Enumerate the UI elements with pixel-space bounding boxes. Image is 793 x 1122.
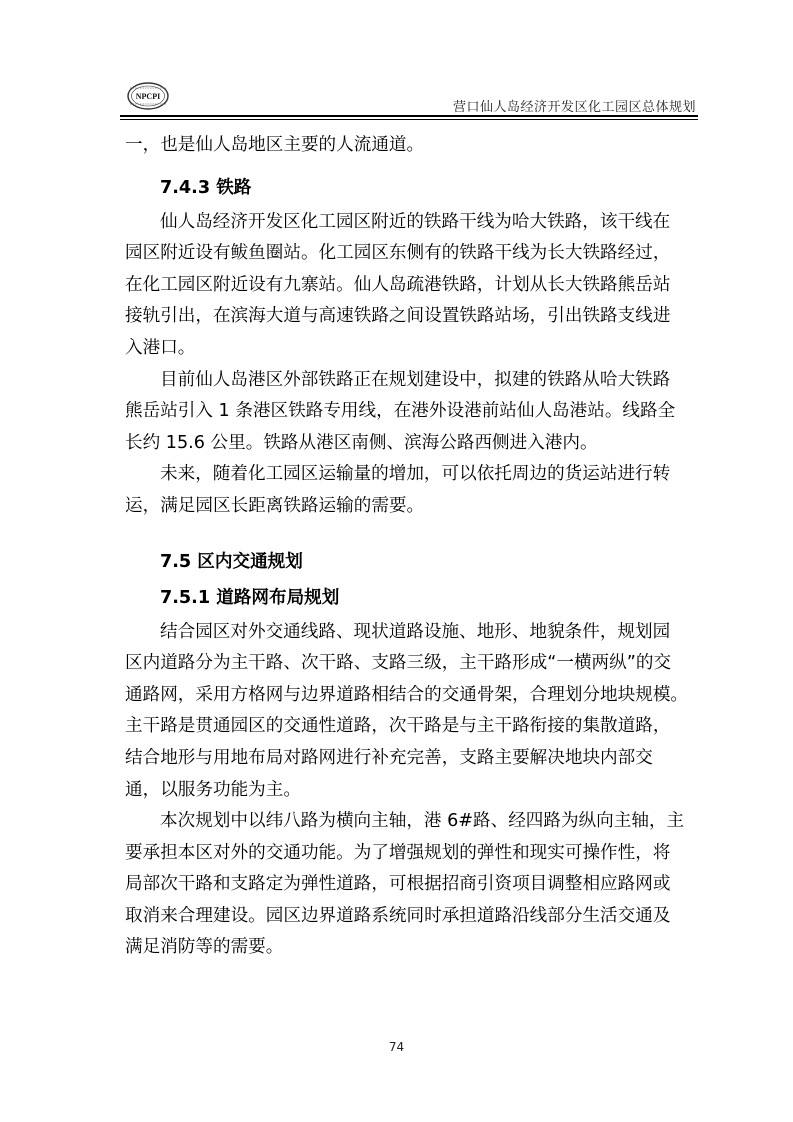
paragraph-line: 仙人岛经济开发区化工园区附近的铁路干线为哈大铁路，该干线在 [160, 211, 671, 232]
paragraph-line: 通，以服务功能为主。 [125, 779, 301, 800]
header-rule [120, 115, 698, 117]
svg-text:NPCPI: NPCPI [135, 92, 161, 101]
section-heading-7-5-1: 7.5.1 道路网布局规划 [160, 587, 340, 608]
page-number: 74 [388, 1040, 405, 1054]
paragraph-line: 结合地形与用地布局对路网进行补充完善，支路主要解决地块内部交 [125, 747, 653, 768]
paragraph-line: 要承担本区对外的交通功能。为了增强规划的弹性和现实可操作性，将 [125, 842, 671, 863]
paragraph-line: 运，满足园区长距离铁路运输的需要。 [125, 495, 425, 516]
paragraph-line: 区内道路分为主干路、次干路、支路三级，主干路形成“一横两纵”的交 [125, 653, 672, 674]
paragraph-line: 目前仙人岛港区外部铁路正在规划建设中，拟建的铁路从哈大铁路 [160, 369, 671, 390]
paragraph-line: 结合园区对外交通线路、现状道路设施、地形、地貌条件，规划园 [160, 621, 671, 642]
npcpi-logo-icon [126, 80, 170, 112]
paragraph-continuation: 一，也是仙人岛地区主要的人流通道。 [125, 135, 425, 155]
paragraph-line: 局部次干路和支路定为弹性道路，可根据招商引资项目调整相应路网或 [125, 874, 671, 895]
paragraph-line: 园区附近设有鲅鱼圈站。化工园区东侧有的铁路干线为长大铁路经过， [125, 243, 671, 264]
paragraph-line: 接轨引出，在滨海大道与高速铁路之间设置铁路站场，引出铁路支线进 [125, 306, 671, 327]
paragraph-line: 主干路是贯通园区的交通性道路，次干路是与主干路衔接的集散道路， [125, 716, 671, 737]
header-rule-thin [120, 119, 698, 120]
section-heading-7-4-3: 7.4.3 铁路 [160, 177, 252, 198]
paragraph-line: 在化工园区附近设有九寨站。仙人岛疏港铁路，计划从长大铁路熊岳站 [125, 274, 671, 295]
paragraph-line: 取消来合理建设。园区边界道路系统同时承担道路沿线部分生活交通及 [125, 905, 671, 926]
paragraph-line: 未来，随着化工园区运输量的增加，可以依托周边的货运站进行转 [160, 464, 671, 485]
document-body [125, 130, 705, 964]
paragraph-line: 长约 15.6 公里。铁路从港区南侧、滨海公路西侧进入港内。 [125, 432, 598, 453]
section-heading-7-5: 7.5 区内交通规划 [160, 551, 303, 572]
paragraph-line: 熊岳站引入 1 条港区铁路专用线，在港外设港前站仙人岛港站。线路全 [125, 401, 676, 422]
header-title: 营口仙人岛经济开发区化工园区总体规划 [452, 100, 696, 115]
npcpi-logo [126, 80, 170, 112]
paragraph-line: 入港口。 [125, 337, 196, 358]
paragraph-line: 本次规划中以纬八路为横向主轴，港 6#路、经四路为纵向主轴，主 [160, 811, 685, 832]
paragraph-line: 通路网，采用方格网与边界道路相结合的交通骨架，合理划分地块规模。 [125, 684, 689, 705]
page-header [120, 80, 698, 118]
paragraph-line: 满足消防等的需要。 [125, 937, 284, 958]
